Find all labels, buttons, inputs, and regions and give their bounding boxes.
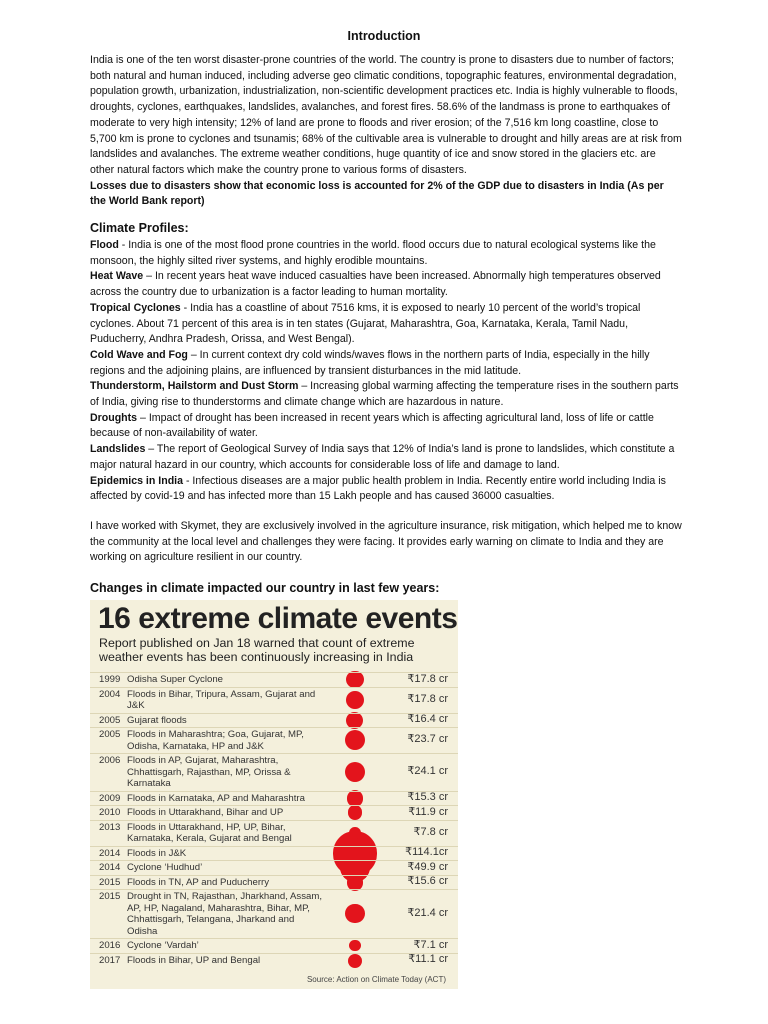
profile-text: – Increasing global warming affecting the temperature rises in the southern parts of India, giving rise to thunderstorms and climate change which are hazardous in nature. bbox=[90, 380, 679, 409]
event-row bbox=[90, 938, 458, 953]
event-cost: ₹7.8 cr bbox=[413, 825, 448, 838]
event-year: 2014 bbox=[99, 862, 121, 874]
event-description: Odisha Super Cyclone bbox=[127, 674, 223, 686]
event-year: 2006 bbox=[99, 755, 121, 767]
intro-paragraph: India is one of the ten worst disaster-prone countries of the world. The country is prone to disasters due to number of factors; both natural and human induced, including adverse geo climatic conditions, topographic features, environmental degradation, population growth, urbanization, industrialization, non-scientific development practices etc. India is highly vulnerable to floods, droughts, cyclones, earthquakes, landslides, avalanches, and forest fires. 58.6% of the landmass is prone to earthquakes of moderate to very high intensity; 12% of land are prone to floods and river erosion; of the 7,516 km long coastline, close to 5,700 km is prone to cyclones and tsunamis; 68% of the cultivable area is vulnerable to drought and hilly areas are at risk from landslides and avalanches. The extreme weather conditions, huge quantity of ice and snow stored in the glaciers etc. are other natural factors which make the country prone to various forms of disasters. bbox=[90, 54, 682, 176]
event-year: 2009 bbox=[99, 792, 121, 804]
event-year: 2005 bbox=[99, 729, 121, 741]
event-cost: ₹11.1 cr bbox=[408, 953, 448, 966]
event-cost: ₹49.9 cr bbox=[407, 860, 448, 873]
event-year: 2014 bbox=[99, 847, 121, 859]
event-row bbox=[90, 672, 458, 687]
profile-term: Heat Wave bbox=[90, 270, 144, 283]
page-title: Introduction bbox=[347, 29, 421, 43]
profile-item bbox=[90, 442, 682, 473]
event-cost: ₹17.8 cr bbox=[407, 692, 448, 705]
event-description: Cyclone ‘Hudhud’ bbox=[127, 862, 203, 874]
event-description: Gujarat floods bbox=[127, 714, 187, 726]
profile-item bbox=[90, 379, 682, 410]
climate-events-infographic bbox=[90, 600, 458, 989]
climate-profiles-list bbox=[90, 238, 682, 505]
event-description: Floods in Uttarakhand, Bihar and UP bbox=[127, 807, 284, 819]
event-row bbox=[90, 791, 458, 806]
event-cost: ₹24.1 cr bbox=[407, 765, 448, 778]
event-cost: ₹16.4 cr bbox=[407, 713, 448, 726]
event-year: 1999 bbox=[99, 674, 121, 686]
event-description: Drought in TN, Rajasthan, Jharkhand, Assam, AP, HP, Nagaland, Maharashtra, Bihar, MP, Chhattisgarh, Telangana, Jharkand and Odisha bbox=[127, 891, 322, 937]
event-year: 2017 bbox=[99, 954, 121, 966]
event-year: 2015 bbox=[99, 876, 121, 888]
event-cost: ₹7.1 cr bbox=[413, 938, 448, 951]
profile-text: - India has a coastline of about 7516 kms, it is exposed to nearly 10 percent of the world’s tropical cyclones. About 71 percent of this area is in ten states (Gujarat, Maharashtra, Goa, Karnataka, Kerala, Tamil Nadu, Puducherry, Andhra Pradesh, Orissa, and West Bengal). bbox=[90, 301, 641, 346]
profile-item bbox=[90, 474, 682, 505]
event-cost: ₹15.3 cr bbox=[407, 791, 448, 804]
changes-heading: Changes in climate impacted our country in last few years: bbox=[90, 581, 440, 596]
event-description: Floods in TN, AP and Puducherry bbox=[127, 876, 270, 888]
event-row bbox=[90, 820, 458, 846]
events-list bbox=[90, 672, 458, 967]
event-description: Floods in Maharashtra; Goa, Gujarat, MP, Odisha, Karnataka, HP and J&K bbox=[127, 729, 304, 752]
event-description: Floods in Uttarakhand, HP, UP, Bihar, Karnataka, Kerala, Gujarat and Bengal bbox=[127, 821, 292, 845]
profile-text: – In recent years heat wave induced casualties have been increased. Abnormally high temperatures observed across the country due to urbanization is a factor leading to human mortality. bbox=[90, 270, 661, 299]
event-year: 2013 bbox=[99, 821, 121, 833]
profile-text: - India is one of the most flood prone countries in the world. flood occurs due to natural ecological systems like the monsoon, the highly silted river systems, and highly erodible mountains. bbox=[90, 239, 656, 267]
profile-text: – Impact of drought has been increased in recent years which is affecting agricultural land, loss of life or cattle because of non-availability of water. bbox=[90, 411, 654, 440]
profile-term: Epidemics in India bbox=[90, 474, 184, 487]
event-row bbox=[90, 805, 458, 820]
event-cost: ₹23.7 cr bbox=[407, 733, 448, 746]
profile-term: Flood bbox=[90, 239, 119, 252]
profile-text: - Infectious diseases are a major public health problem in India. Recently entire world including India is affected by covid-19 and has infected more than 15 Lakh people and has caused 36000 casualties. bbox=[90, 474, 666, 503]
event-cost: ₹15.6 cr bbox=[407, 875, 448, 888]
event-row bbox=[90, 753, 458, 791]
profile-item bbox=[90, 348, 682, 379]
skymet-paragraph: I have worked with Skymet, they are exclusively involved in the agriculture insurance, risk mitigation, which helped me to know the community at the local level and challenges they were facing. It provides early warning on climate to India and they are working on agriculture resilient in our country. bbox=[90, 519, 682, 564]
climate-profiles-heading: Climate Profiles: bbox=[90, 221, 189, 236]
intro-bold-note: Losses due to disasters show that economic loss is accounted for 2% of the GDP due to disasters in India (As per the World Bank report) bbox=[90, 179, 664, 208]
profile-term: Landslides bbox=[90, 443, 146, 456]
intro-section bbox=[90, 53, 682, 210]
profile-term: Tropical Cyclones bbox=[90, 301, 181, 314]
event-description: Floods in J&K bbox=[127, 847, 187, 859]
event-description: Cyclone ‘Vardah’ bbox=[127, 940, 199, 952]
profile-item bbox=[90, 411, 682, 442]
profile-text: – In current context dry cold winds/waves flows in the northern parts of India, especially in the hilly regions and the adjoining plains, are influenced by transient disturbances in the mid latitude. bbox=[90, 348, 650, 377]
event-row bbox=[90, 953, 458, 968]
infographic-source: Source: Action on Climate Today (ACT) bbox=[306, 975, 446, 985]
event-row bbox=[90, 875, 458, 890]
profile-term: Cold Wave and Fog bbox=[90, 348, 188, 361]
event-year: 2016 bbox=[99, 940, 121, 952]
event-cost: ₹21.4 cr bbox=[407, 906, 448, 919]
event-year: 2010 bbox=[99, 807, 121, 819]
event-row bbox=[90, 727, 458, 753]
profile-term: Droughts bbox=[90, 411, 138, 424]
profile-term: Thunderstorm, Hailstorm and Dust Storm bbox=[90, 380, 299, 393]
event-year: 2005 bbox=[99, 714, 121, 726]
event-row bbox=[90, 713, 458, 728]
infographic-title: 16 extreme climate events bbox=[98, 602, 458, 636]
profile-text: – The report of Geological Survey of India says that 12% of India’s land is prone to landslides, which constitute a major natural hazard in our country, which accounts for considerable loss of life and damage to land. bbox=[90, 443, 675, 471]
infographic-subtitle: Report published on Jan 18 warned that count of extreme weather events has been continuously increasing in India bbox=[99, 636, 415, 665]
event-description: Floods in Karnataka, AP and Maharashtra bbox=[127, 792, 305, 804]
event-cost: ₹17.8 cr bbox=[407, 672, 448, 685]
event-description: Floods in Bihar, UP and Bengal bbox=[127, 954, 261, 966]
event-row bbox=[90, 687, 458, 713]
event-cost: ₹114.1cr bbox=[405, 846, 448, 859]
profile-item bbox=[90, 238, 682, 269]
profile-item bbox=[90, 301, 682, 348]
event-year: 2004 bbox=[99, 688, 121, 700]
event-row bbox=[90, 889, 458, 938]
event-description: Floods in Bihar, Tripura, Assam, Gujarat and J&K bbox=[127, 688, 316, 712]
event-description: Floods in AP, Gujarat, Maharashtra, Chhattisgarh, Rajasthan, MP, Orissa & Karnataka bbox=[127, 755, 291, 790]
event-row bbox=[90, 860, 458, 875]
event-cost: ₹11.9 cr bbox=[408, 805, 448, 818]
profile-item bbox=[90, 269, 682, 300]
event-row bbox=[90, 846, 458, 861]
event-year: 2015 bbox=[99, 891, 121, 903]
